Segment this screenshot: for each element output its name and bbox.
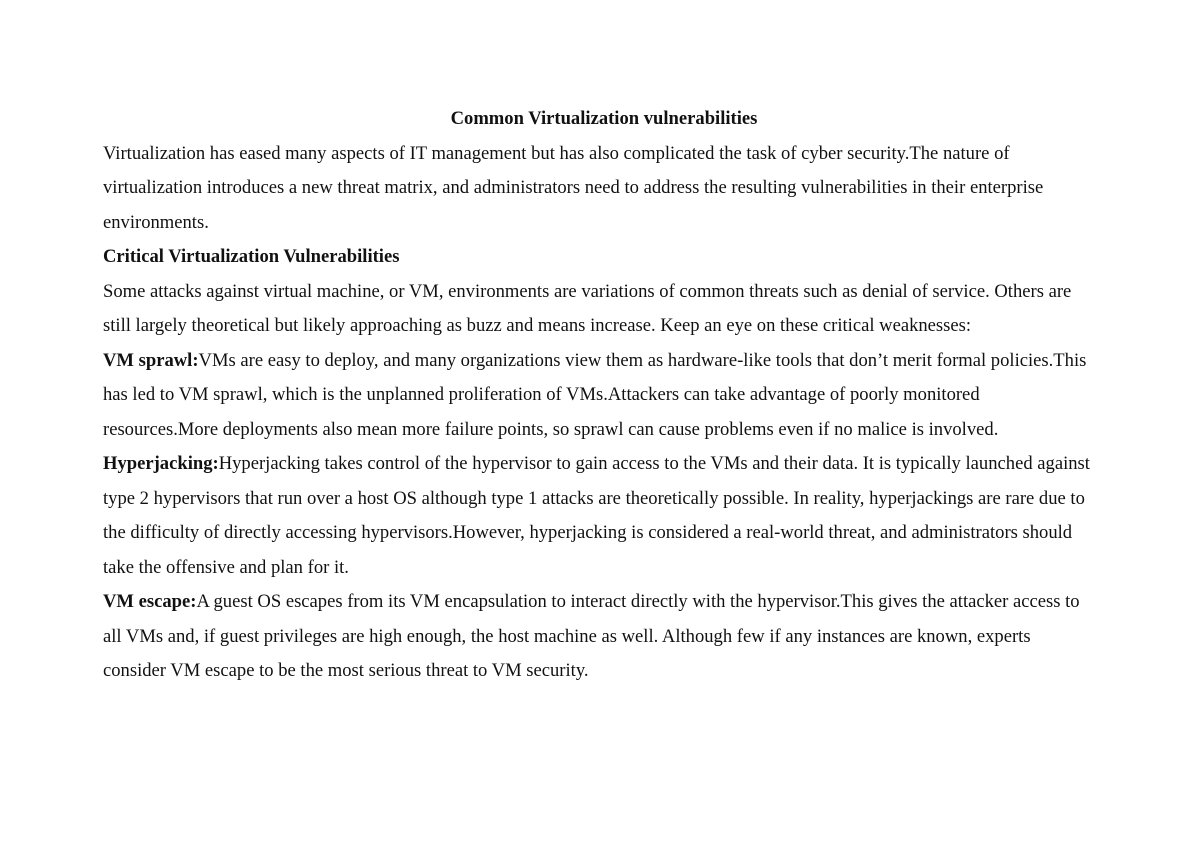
- vulnerability-term: Hyperjacking:: [103, 453, 219, 474]
- section-heading: Critical Virtualization Vulnerabilities: [103, 246, 400, 267]
- vulnerability-term: VM sprawl:: [103, 349, 199, 371]
- vulnerability-term: VM escape:: [103, 591, 197, 612]
- vulnerability-description: Hyperjacking takes control of the hypervisor to gain access to the VMs and their data. It is typically launched against type 2 hypervisors that run over a host OS although type 1 attacks are theoretically possible. In reality, hyperjackings are rare due to the difficulty of directly accessing hypervisors.However, hyperjacking is considered a real-world threat, and administrators should take the offensive and plan for it.: [103, 453, 1090, 578]
- document-title: Common Virtualization vulnerabilities: [450, 108, 758, 129]
- section-intro-paragraph: Some attacks against virtual machine, or VM, environments are variations of common threats such as denial of service. Others are still largely theoretical but likely approaching as buzz and means increase. Keep an eye on these critical weaknesses:: [103, 280, 1072, 336]
- document-page: [103, 102, 1093, 689]
- vulnerability-item-vm-escape: [103, 585, 1093, 689]
- vulnerability-description: A guest OS escapes from its VM encapsulation to interact directly with the hypervisor.This gives the attacker access to all VMs and, if guest privileges are high enough, the host machine as well. Although few if any instances are known, experts consider VM escape to be the most serious threat to VM security.: [103, 591, 1080, 681]
- vulnerability-item-hyperjacking: [103, 447, 1093, 585]
- vulnerability-item-vm-sprawl: [103, 344, 1093, 448]
- vulnerability-description: VMs are easy to deploy, and many organizations view them as hardware-like tools that don’t merit formal policies.This has led to VM sprawl, which is the unplanned proliferation of VMs.Attackers can take advantage of poorly monitored resources.More deployments also mean more failure points, so sprawl can cause problems even if no malice is involved.: [103, 349, 1087, 440]
- intro-paragraph: Virtualization has eased many aspects of IT management but has also complicated the task of cyber security.The nature of virtualization introduces a new threat matrix, and administrators need to address the resulting vulnerabilities in their enterprise environments.: [103, 142, 1044, 233]
